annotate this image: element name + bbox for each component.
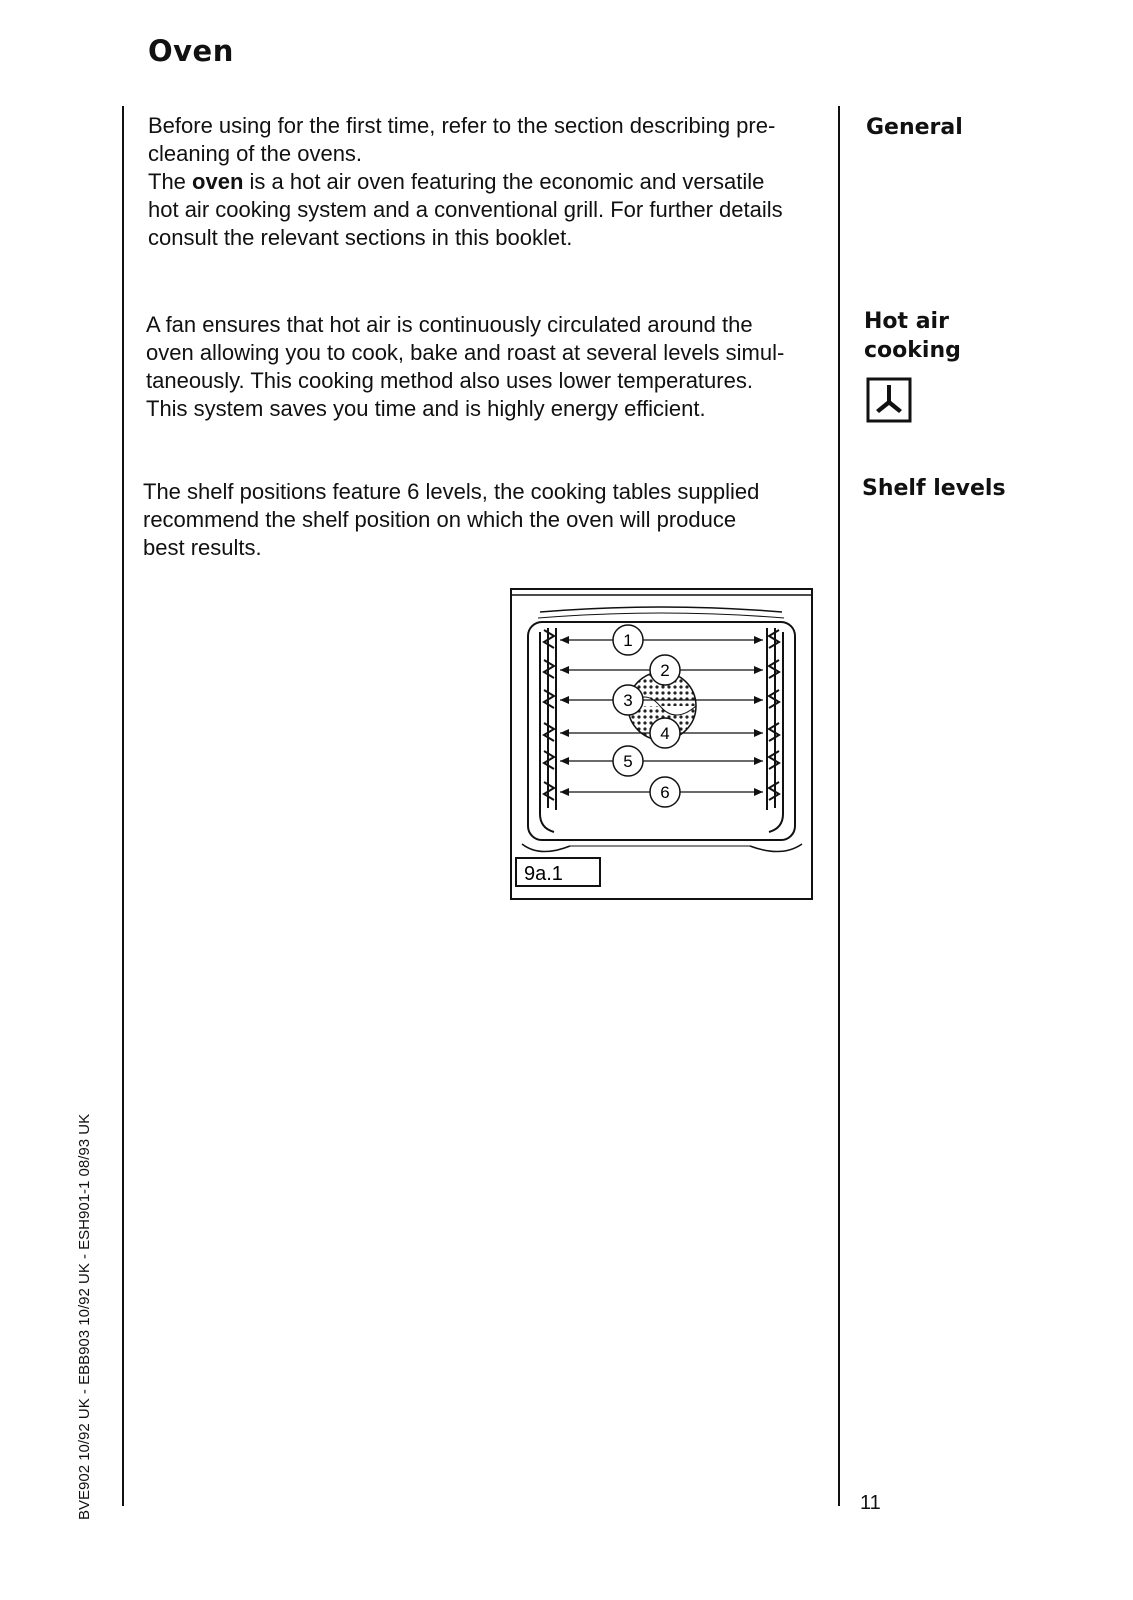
shelf-level-marker-3 — [613, 685, 643, 715]
general-line-3-prefix: The — [148, 169, 193, 194]
hot-air-heading-line-2: cooking — [864, 338, 961, 363]
shelf-marker-label: 2 — [660, 661, 670, 680]
shelf-line-1: The shelf positions feature 6 levels, the cooking tables supplied — [143, 479, 760, 504]
general-heading: General — [866, 115, 963, 140]
shelf-level-marker-2 — [650, 655, 680, 685]
document-code-footer: BVE902 10/92 UK - EBB903 10/92 UK - ESH901-1 08/93 UK — [76, 1113, 93, 1520]
shelf-line-3: best results. — [143, 535, 262, 560]
hot-air-line-1: A fan ensures that hot air is continuously circulated around the — [146, 312, 753, 337]
shelf-marker-label: 4 — [660, 724, 670, 743]
shelf-level-marker-5 — [613, 746, 643, 776]
oven-shelf-diagram — [510, 588, 813, 900]
general-line-5: consult the relevant sections in this booklet. — [148, 225, 573, 250]
hot-air-line-2: oven allowing you to cook, bake and roast at several levels simul- — [146, 340, 785, 365]
shelf-marker-label: 5 — [623, 752, 633, 771]
general-line-2: cleaning of the ovens. — [148, 141, 363, 166]
general-line-3-suffix: is a hot air oven featuring the economic and versatile — [243, 169, 765, 194]
left-margin-rule — [122, 106, 124, 1506]
hot-air-paragraph — [146, 311, 826, 423]
figure-label: 9a.1 — [524, 863, 563, 885]
hot-air-heading — [864, 307, 961, 365]
fan-icon — [866, 377, 912, 423]
shelf-level-marker-6 — [650, 777, 680, 807]
hot-air-line-3: taneously. This cooking method also uses lower temperatures. — [146, 368, 753, 393]
shelf-level-marker-1 — [613, 625, 643, 655]
oven-bold-word: oven — [192, 169, 244, 194]
shelf-line-2: recommend the shelf position on which the oven will produce — [143, 507, 737, 532]
general-line-4: hot air cooking system and a conventional grill. For further details — [148, 197, 783, 222]
shelf-marker-label: 6 — [660, 783, 670, 802]
shelf-level-marker-4 — [650, 718, 680, 748]
page-title: Oven — [148, 34, 234, 68]
hot-air-line-4: This system saves you time and is highly energy efficient. — [146, 396, 706, 421]
hot-air-heading-line-1: Hot air — [864, 309, 949, 334]
shelf-heading: Shelf levels — [862, 476, 1006, 501]
shelf-marker-label: 3 — [623, 691, 633, 710]
page-number: 11 — [860, 1492, 881, 1514]
shelf-paragraph — [143, 478, 823, 562]
right-margin-rule — [838, 106, 840, 1506]
general-paragraph — [148, 112, 828, 252]
general-line-1: Before using for the first time, refer to the section describing pre- — [148, 113, 776, 138]
shelf-marker-label: 1 — [623, 631, 633, 650]
